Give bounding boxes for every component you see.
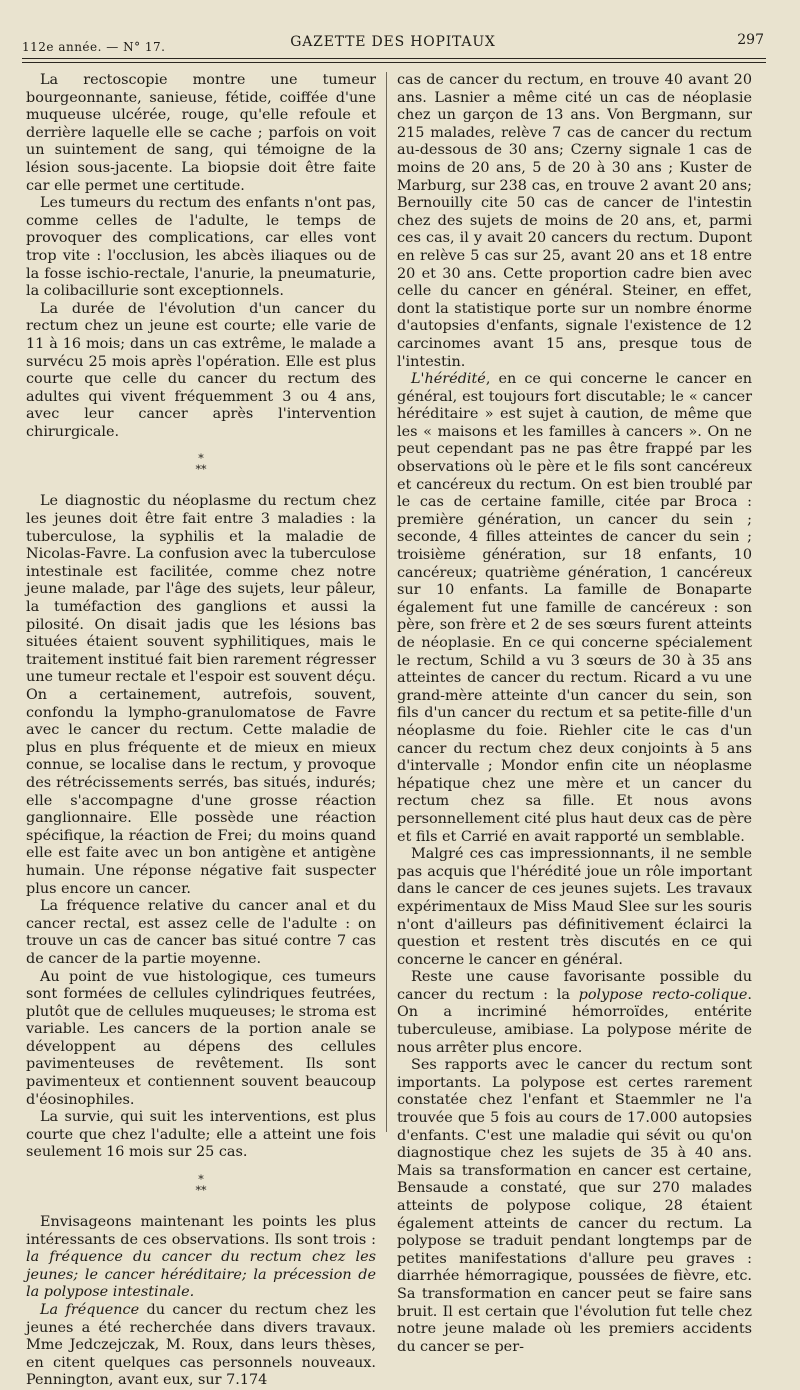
italic-run: polypose recto-colique <box>578 986 748 1003</box>
text-run: , en ce qui concerne le cancer en général, est toujours fort discutable; le « cancer héréditaire » est sujet à caution, de même que les « maisons et les familles à cancers ». On ne peut cependant pas ne pas être frappé par les observations où le père et le fils sont cancéreux et cancéreux du rectum. On est bien troublé par le cas de certaine famille, citée par Broca : première génération, un cancer du sein ; seconde, 4 filles atteintes de cancer du sein ; troisième génération, sur 18 enfants, 10 cancéreux; quatrième génération, 1 cancéreux sur 10 enfants. La famille de Bonaparte également fut une famille de cancéreux : son père, son frère et 2 de ses sœurs furent atteints de néoplasie. En ce qui concerne spécialement le rectum, Schild a vu 3 sœurs de 30 à 35 ans atteintes de cancer du rectum. Ricard a vu une grand-mère atteinte d'un cancer du sein, son fils d'un cancer du rectum et sa petite-fille d'un néoplasme du foie. Riehler cite le cas d'un cancer du rectum chez deux conjoints à 5 ans d'intervalle ; Mondor enfin cite un néoplasme hépatique chez une mère et un cancer du rectum chez sa fille. Et nous avons personnellement cité plus haut deux cas de père et fils et Carrié en avait rapporté un semblable. <box>397 371 752 845</box>
text-run: Envisageons maintenant les points les plus intéressants de ces observations. Ils sont trois : <box>26 1214 376 1248</box>
section-separator: * ** <box>26 453 376 475</box>
header-rule <box>22 58 766 59</box>
italic-run: la fréquence du cancer du rectum chez les jeunes; le cancer héréditaire; la précession de la polypose intestinale. <box>26 1249 376 1301</box>
paragraph: La fréquence relative du cancer anal et du cancer rectal, est assez celle de l'adulte : on trouve un cas de cancer bas situé contre 7 cas de cancer de la partie moyenne. <box>26 898 376 967</box>
paragraph: La durée de l'évolution d'un cancer du rectum chez un jeune est courte; elle varie de 11 à 16 mois; dans un cas extrême, le malade a survécu 25 mois après l'opération. Elle est plus courte que celle du cancer du rectum des adultes qui vivent fréquemment 3 ou 4 ans, avec leur cancer après l'intervention chirurgicale. <box>26 300 376 440</box>
paragraph: Le diagnostic du néoplasme du rectum chez les jeunes doit être fait entre 3 maladies : la tuberculose, la syphilis et la maladie de Nicolas-Favre. La confusion avec la tuberculose intestinale est facilitée, comme chez notre jeune malade, par l'âge des sujets, leur pâleur, la tuméfaction des ganglions et aussi la pilosité. On disait jadis que les lésions bas situées étaient souvent syphilitiques, mais le traitement institué fait bien rarement régresser une tumeur rectale et l'espoir est souvent déçu. On a certainement, autrefois, souvent, confondu la lympho-granulomatose de Favre avec le cancer du rectum. Cette maladie de plus en plus fréquente et de mieux en mieux connue, se localise dans le rectum, y provoque des rétrécissements serrés, bas situés, indurés; elle s'accompagne d'une grosse réaction ganglionnaire. Elle possède une réaction spécifique, la réaction de Frei; du moins quand elle est faite avec un bon antigène et antigène humain. Une réponse négative fait suspecter plus encore un cancer. <box>26 493 376 897</box>
paragraph: Au point de vue histologique, ces tumeurs sont formées de cellules cylindriques feutrées, plutôt que de cellules muqueuses; le stroma est variable. Les cancers de la portion anale se développent au dépens des cellules pavimenteuses de revêtement. Ils sont pavimenteux et contiennent souvent beaucoup d'éosinophiles. <box>26 968 376 1108</box>
page-header <box>22 28 764 56</box>
paragraph <box>397 371 752 846</box>
italic-run: L'hérédité <box>411 371 486 388</box>
paragraph: Ses rapports avec le cancer du rectum sont importants. La polypose est certes rarement constatée chez l'enfant et Staemmler ne l'a trouvée que 5 fois au cours de 17.000 autopsies d'enfants. C'est une maladie qui sévit ou qu'on diagnostique chez les sujets de 35 à 40 ans. Mais sa transformation en cancer est certaine, Bensaude a constaté, que sur 270 malades atteints de polypose colique, 28 étaient également atteints de cancer du rectum. La polypose se traduit pendant longtemps par de petites manifestations d'allure peu graves : diarrhée hémorragique, poussées de fièvre, etc. Sa transformation en cancer peut se faire sans bruit. Il est certain que l'évolution fut telle chez notre jeune malade où les premiers accidents du cancer se per- <box>397 1057 752 1355</box>
page-number: 297 <box>737 32 764 48</box>
italic-run: La fréquence <box>40 1302 140 1318</box>
paragraph <box>397 969 752 1057</box>
header-rule-double <box>22 62 766 63</box>
left-column <box>26 72 376 1390</box>
journal-title: GAZETTE DES HOPITAUX <box>290 34 496 50</box>
text-run: . On a incriminé hémorroïdes, entérite tuberculeuse, amibiase. La polypose mérite de nous arrêter plus encore. <box>397 986 752 1056</box>
paragraph <box>26 1302 376 1390</box>
paragraph: Les tumeurs du rectum des enfants n'ont pas, comme celles de l'adulte, le temps de provoquer des complications, car elles vont trop vite : l'occlusion, les abcès iliaques ou de la fosse ischio-rectale, l'anurie, la pneumaturie, la colibacillurie sont exceptionnels. <box>26 195 376 300</box>
paragraph: cas de cancer du rectum, en trouve 40 avant 20 ans. Lasnier a même cité un cas de néoplasie chez un garçon de 13 ans. Von Bergmann, sur 215 malades, relève 7 cas de cancer du rectum au-dessous de 30 ans; Czerny signale 1 cas de moins de 20 ans, 5 de 20 à 30 ans ; Kuster de Marburg, sur 238 cas, en trouve 2 avant 20 ans; Bernouilly cite 50 cas de cancer de l'intestin chez des sujets de moins de 20 ans, et, parmi ces cas, il y avait 20 cancers du rectum. Dupont en relève 5 cas sur 25, avant 20 ans et 18 entre 20 et 30 ans. Cette proportion cadre bien avec celle du cancer en général. Steiner, en effet, dont la statistique porte sur un nombre énorme d'autopsies d'enfants, signale l'existence de 12 carcinomes avant 15 ans, presque tous de l'intestin. <box>397 72 752 370</box>
text-run: du cancer du rectum chez les jeunes a été recherchée dans divers travaux. Mme Jedczejczak, M. Roux, dans leurs thèses, en citent quelques cas personnels nouveaux. Pennington, avant eux, sur 7.174 <box>26 1302 376 1389</box>
paragraph: La survie, qui suit les interventions, est plus courte que chez l'adulte; elle a atteint une fois seulement 16 mois sur 25 cas. <box>26 1109 376 1161</box>
column-divider <box>386 72 387 1132</box>
text-run: Reste une cause favorisante possible du cancer du rectum : la <box>397 969 752 1003</box>
asterism: * <box>198 452 204 466</box>
section-separator: * ** <box>26 1174 376 1196</box>
paragraph: Malgré ces cas impressionnants, il ne semble pas acquis que l'hérédité joue un rôle important dans le cancer de ces jeunes sujets. Les travaux expérimentaux de Miss Maud Slee sur les souris n'ont d'ailleurs pas définitivement éclairci la question et restent très discutés en ce qui concerne le cancer en général. <box>397 846 752 968</box>
issue-number: 112e année. — N° 17. <box>22 40 166 54</box>
asterism: * <box>198 1173 204 1187</box>
paragraph <box>26 1214 376 1302</box>
right-column <box>397 72 752 1356</box>
paragraph: La rectoscopie montre une tumeur bourgeonnante, sanieuse, fétide, coiffée d'une muqueuse ulcérée, rouge, qu'elle refoule et derrière laquelle elle se cache ; parfois on voit un suintement de sang, qui témoigne de la lésion sous-jacente. La biopsie doit être faite car elle permet une certitude. <box>26 72 376 194</box>
